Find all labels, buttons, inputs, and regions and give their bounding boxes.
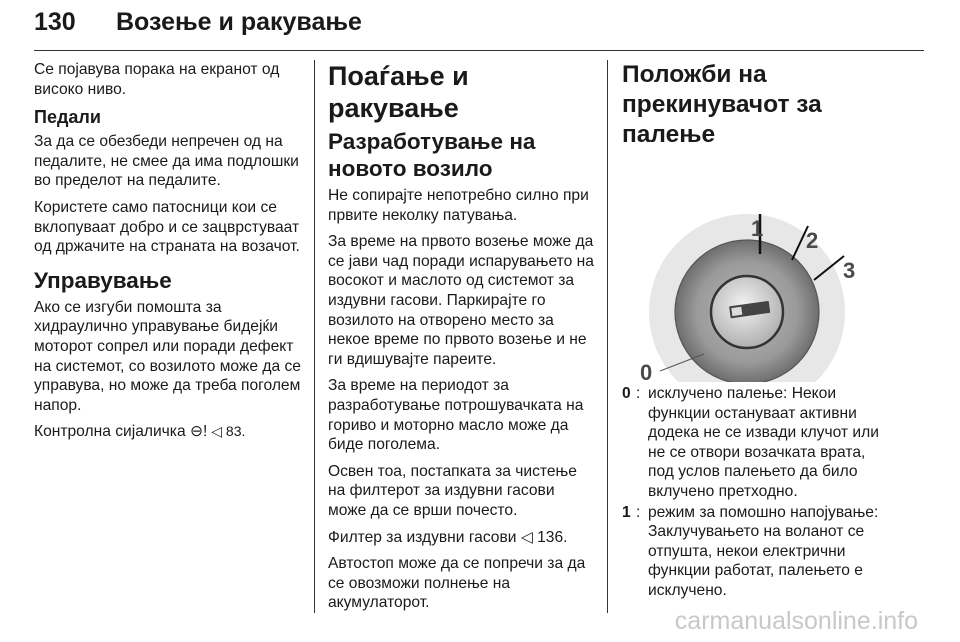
column-left	[34, 60, 302, 449]
pedals-heading: Педали	[34, 107, 101, 128]
warning-light-text: Контролна сијаличка	[34, 423, 190, 441]
break-in-paragraph-3: За време на периодот за разработување потрошувачката на гориво и моторно масло може да биде поголема.	[328, 377, 584, 454]
ignition-legend	[622, 384, 890, 601]
ignition-switch-figure	[622, 156, 890, 382]
ignition-switch-diagram	[622, 156, 890, 382]
column-divider	[607, 60, 608, 613]
steering-paragraph-2	[34, 422, 302, 442]
header-divider	[34, 50, 924, 51]
legend-text: режим за помошно напојување: Заклучувањето на воланот се отпушта, некои електрични функции работат, палењето е исклучено.	[648, 503, 879, 599]
section-heading: Поаѓање и ракување	[328, 61, 469, 123]
legend-key: 1	[622, 503, 631, 521]
chapter-title: Возење и ракување	[116, 8, 362, 36]
position-3-label: 3	[843, 258, 856, 283]
position-1-label: 1	[751, 216, 764, 241]
steering-warning-icon: ⊖!	[189, 423, 208, 441]
intro-paragraph: Се појавува порака на екранот од високо ниво.	[34, 61, 280, 98]
ignition-heading: Положби на прекинувачот за палење	[622, 61, 822, 148]
page-reference-link[interactable]: ◁ 136.	[520, 528, 568, 546]
legend-key: 0	[622, 385, 631, 402]
watermark: carmanualsonline.info	[674, 607, 918, 635]
break-in-paragraph-5	[328, 528, 596, 548]
legend-colon: :	[636, 385, 641, 402]
legend-item	[622, 503, 890, 601]
pedals-paragraph-1: За да се обезбеди непречен од на педалите, не смее да има подлошки во пределот на педалите.	[34, 133, 299, 190]
column-divider	[314, 60, 315, 613]
break-in-paragraph-6: Автостоп може да се попречи за да се овозможи полнење на акумулаторот.	[328, 555, 586, 612]
steering-paragraph-1: Ако се изгуби помошта за хидраулично управување бидејќи моторот сопрел или поради дефект на системот, со возилото може да се управува, но може да треба поголем напор.	[34, 298, 301, 414]
steering-heading: Управување	[34, 267, 172, 293]
position-0-label: 0	[640, 360, 653, 382]
position-2-label: 2	[806, 228, 819, 253]
filter-text: Филтер за издувни гасови	[328, 528, 521, 546]
legend-text: исклучено палење: Некои функции остануваат активни додека не се извади клучот или не се отвори возачката врата, под услов палењето да било вклучено претходно.	[648, 385, 879, 500]
pedals-paragraph-2: Користете само патосници кои се вклопуваат добро и се зацврстуваат од држачите на страната на возачот.	[34, 198, 300, 256]
legend-item	[622, 384, 890, 502]
break-in-paragraph-4: Освен тоа, постапката за чистење на филтерот за издувни гасови може да се врши почесто.	[328, 462, 577, 519]
page-reference-link[interactable]: ◁ 83.	[207, 423, 246, 440]
column-middle	[328, 60, 596, 620]
legend-colon: :	[636, 503, 641, 521]
break-in-paragraph-1: Не сопирајте непотребно силно при првите неколку патувања.	[328, 187, 589, 224]
column-right	[622, 60, 890, 602]
break-in-paragraph-2: За време на првото возење може да се јави чад поради испарувањето на восокот и маслото од системот за издувни гасови. Паркирајте го возилото на отворено место за некое време по првото возење и не ги вдишувајте пареите.	[328, 233, 594, 368]
break-in-heading: Разработување на новото возило	[328, 129, 536, 181]
key-slot-highlight	[731, 307, 742, 316]
page-number: 130	[34, 8, 76, 36]
page-header	[34, 6, 924, 50]
